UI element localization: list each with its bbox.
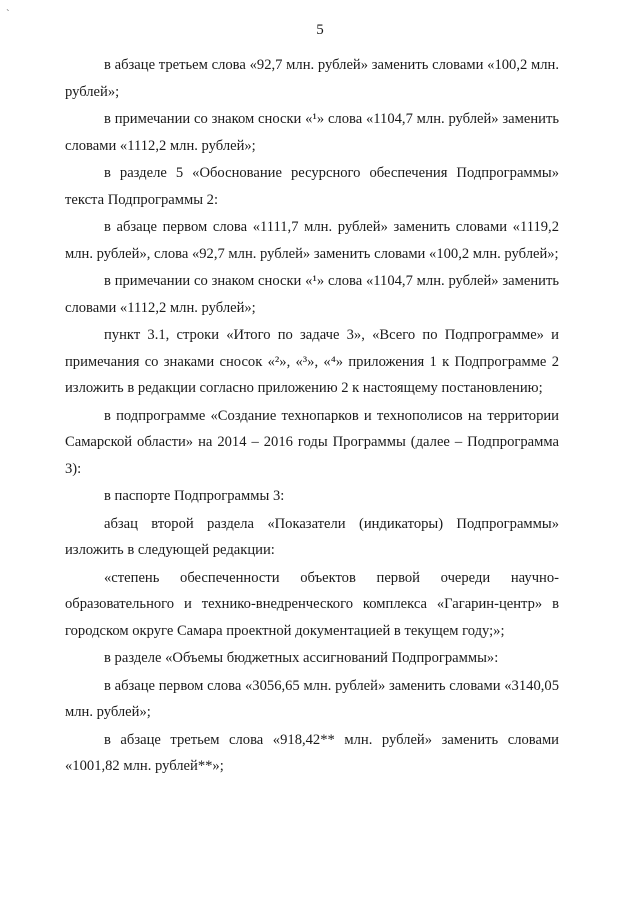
paragraph: в подпрограмме «Создание технопарков и технополисов на территории Самарской области» на 2014 – 2016 годы Программы (далее – Подпрограмма 3): xyxy=(65,407,559,477)
paragraph: в абзаце первом слова «3056,65 млн. рублей» заменить словами «3140,05 млн. рублей»; xyxy=(65,677,559,720)
paragraph: в абзаце третьем слова «92,7 млн. рублей» заменить словами «100,2 млн. рублей»; xyxy=(65,57,559,100)
paragraph: в паспорте Подпрограммы 3: xyxy=(104,488,285,504)
paragraph: пункт 3.1, строки «Итого по задаче 3», «Всего по Подпрограмме» и примечания со знаками сносок «²», «³», «⁴» приложения 1 к Подпрограмме 2 изложить в редакции согласно приложению 2 к настоящему постановлению; xyxy=(65,327,559,396)
paragraph: «степень обеспеченности объектов первой очереди научно-образовательного и технико-внедренческого комплекса «Гагарин-центр» в городском округе Самара проектной документацией в текущем году;»; xyxy=(65,569,559,639)
paragraph: в примечании со знаком сноски «¹» слова «1104,7 млн. рублей» заменить словами «1112,2 млн. рублей»; xyxy=(65,111,559,154)
paragraph: в абзаце первом слова «1111,7 млн. рублей» заменить словами «1119,2 млн. рублей», слова «92,7 млн. рублей» заменить словами «100,2 млн. рублей»; xyxy=(65,219,559,262)
paragraph: абзац второй раздела «Показатели (индикаторы) Подпрограммы» изложить в следующей редакции: xyxy=(65,515,559,558)
paragraph: в разделе 5 «Обоснование ресурсного обеспечения Подпрограммы» текста Подпрограммы 2: xyxy=(65,165,559,208)
paragraph: в абзаце третьем слова «918,42** млн. рублей» заменить словами «1001,82 млн. рублей**»; xyxy=(65,731,559,774)
page-number: 5 xyxy=(316,22,324,38)
document-body xyxy=(65,52,559,780)
margin-mark: ` xyxy=(6,8,10,20)
paragraph: в разделе «Объемы бюджетных ассигнований Подпрограммы»: xyxy=(104,650,499,666)
paragraph: в примечании со знаком сноски «¹» слова «1104,7 млн. рублей» заменить словами «1112,2 млн. рублей»; xyxy=(65,273,559,316)
